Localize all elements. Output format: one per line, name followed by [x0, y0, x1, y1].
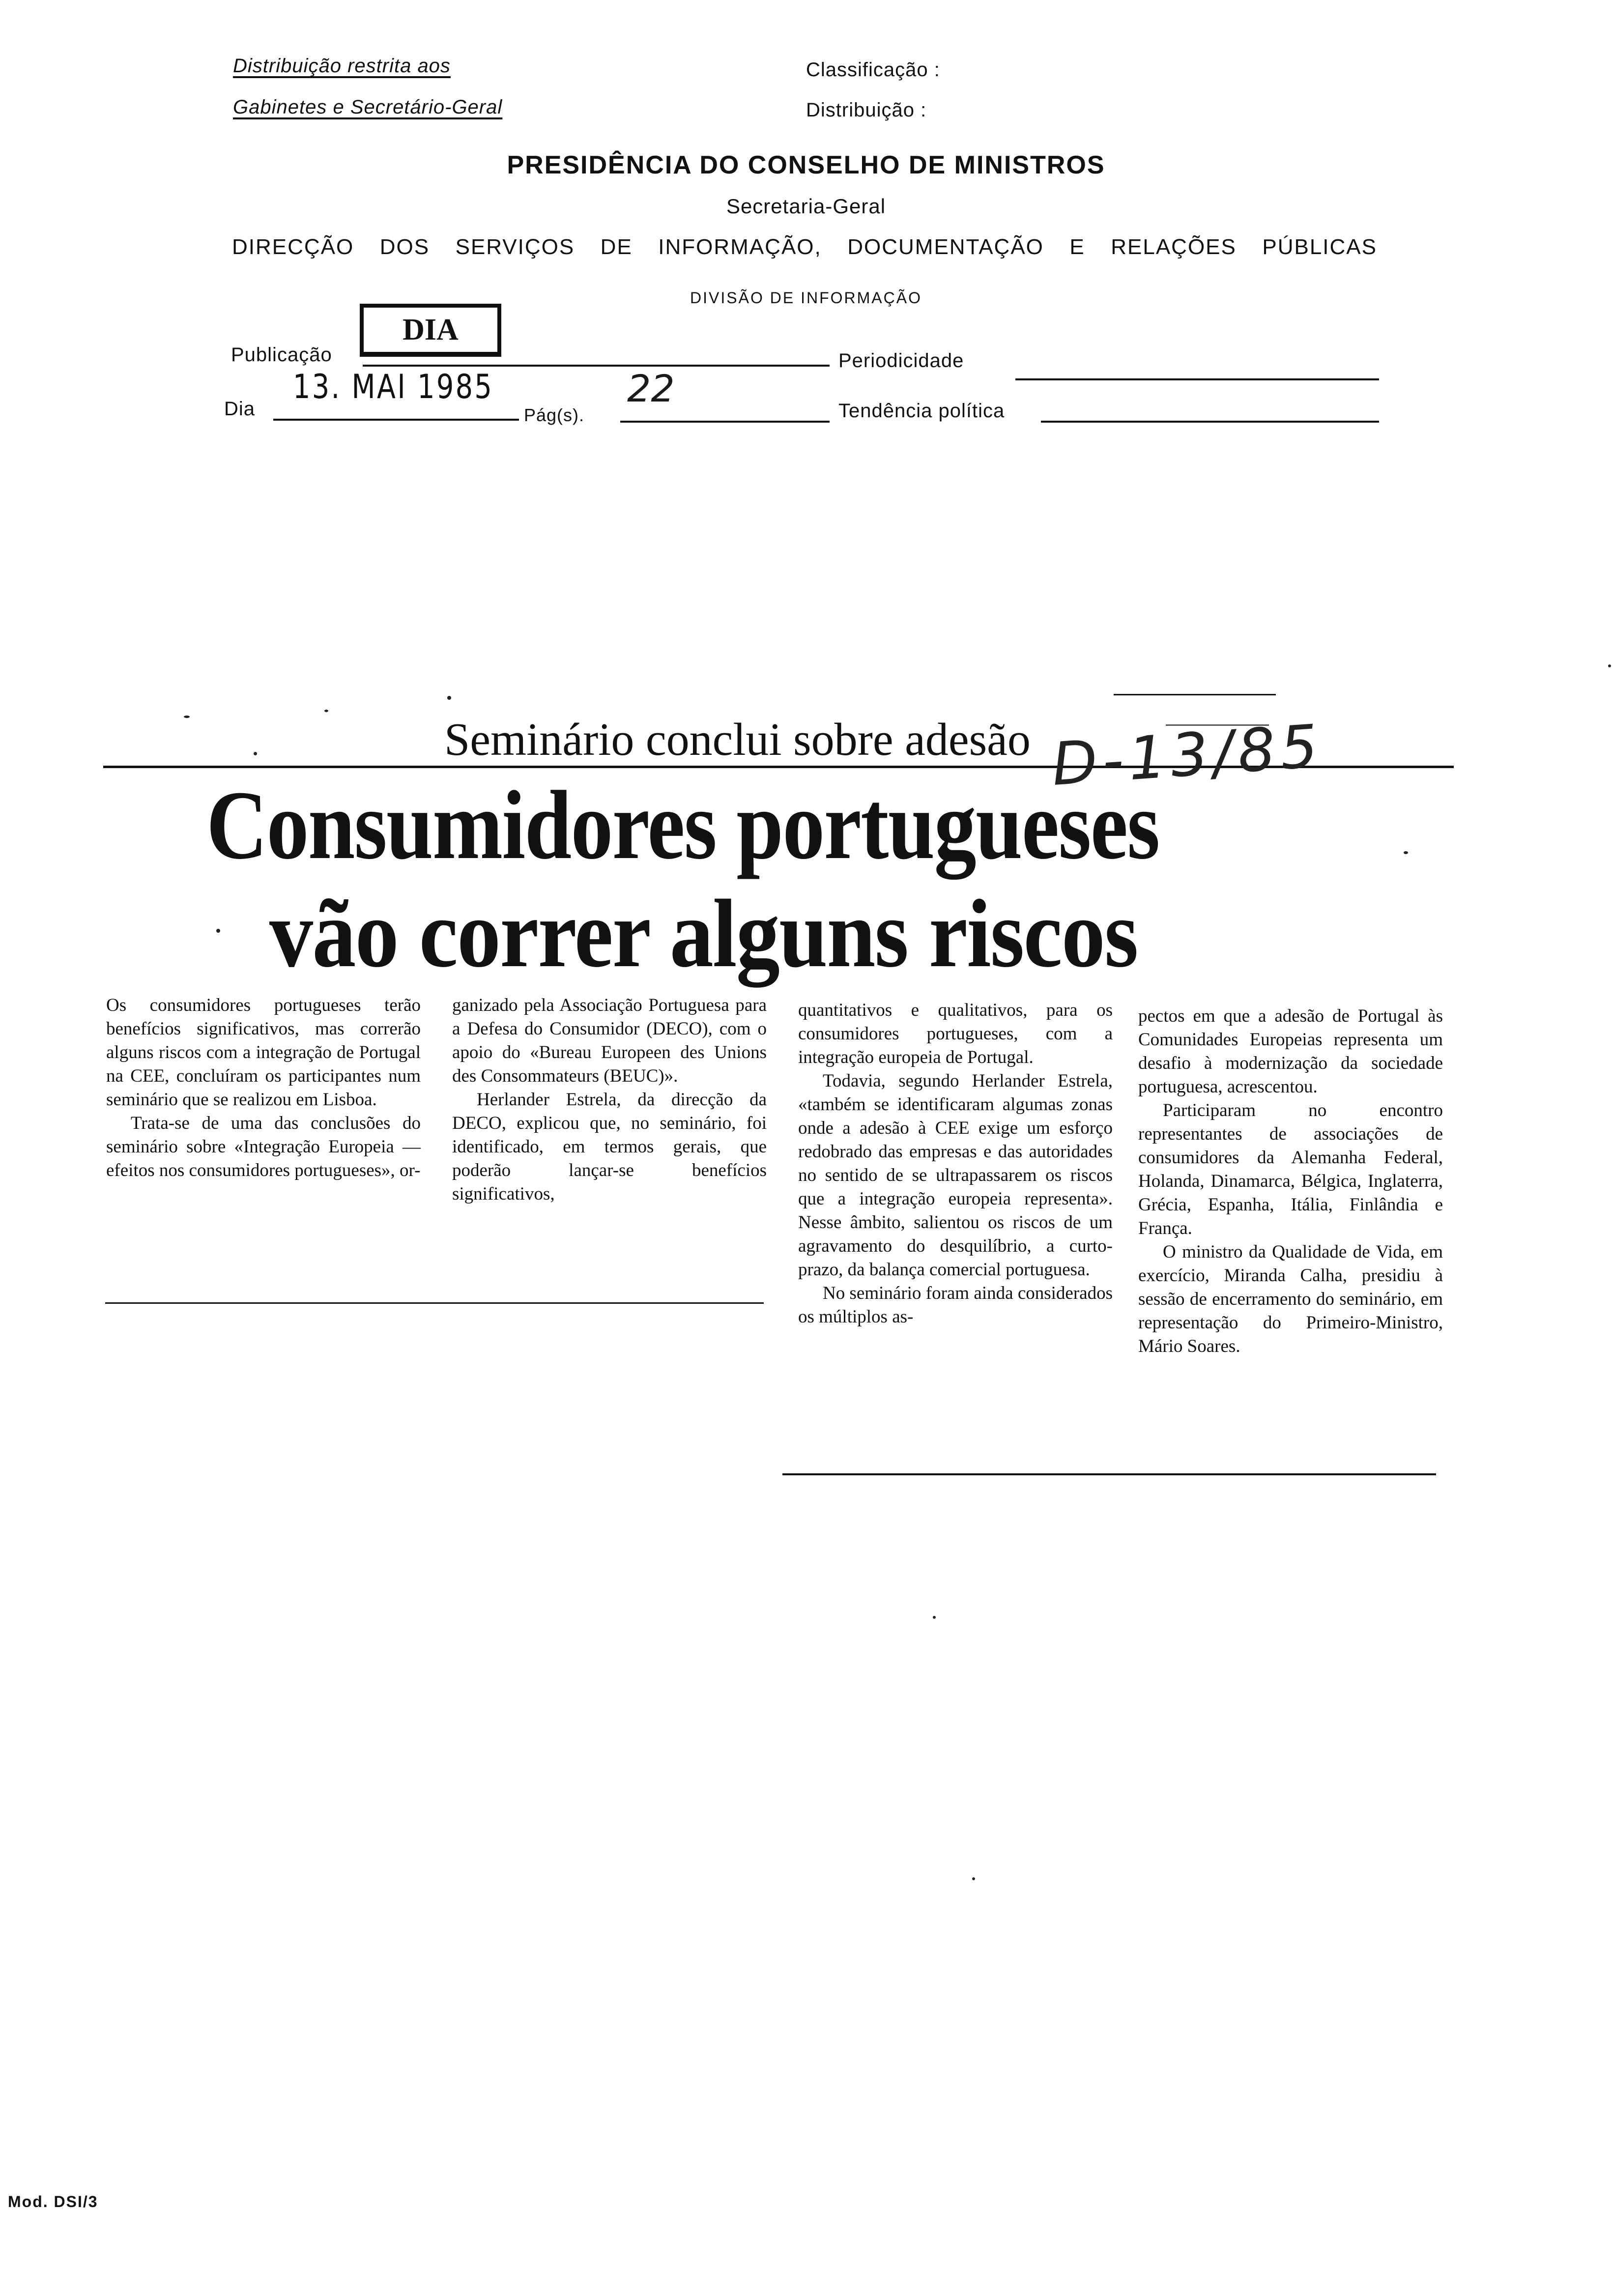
scan-speck [254, 752, 257, 755]
periodicidade-label: Periodicidade [838, 350, 964, 372]
column-end-rule [105, 1302, 764, 1304]
scan-speck [216, 929, 220, 933]
dia-label: Dia [224, 398, 256, 420]
dia-stamp: 13. MAI 1985 [293, 368, 494, 406]
form-model-code: Mod. DSI/3 [8, 2193, 98, 2210]
distribuicao-label: Distribuição : [806, 99, 927, 121]
publicacao-label: Publicação [231, 344, 332, 366]
article-paragraph: Todavia, segundo Herlander Estrela, «também se identificaram algumas zonas onde a adesão à CEE exige um esforço redobrado das empresas e das autoridades no sentido de se ultrapassarem os riscos que a integração europeia representa». Nesse âmbito, salientou os riscos de um agravamento do desquilíbrio, a curto-prazo, da balança comercial portuguesa. [798, 1071, 1113, 1280]
publicacao-stamp: DIA [360, 304, 501, 357]
tendencia-line [1041, 421, 1379, 423]
article-paragraph: No seminário foram ainda considerados os múltiplos as- [798, 1283, 1113, 1327]
institution-title: PRESIDÊNCIA DO CONSELHO DE MINISTROS [507, 151, 1105, 179]
article-column-3 [798, 999, 1113, 1329]
periodicidade-line [1015, 378, 1379, 380]
article-kicker: Seminário conclui sobre adesão [444, 714, 1031, 765]
restricted-distribution-line1: Distribuição restrita aos [233, 55, 451, 77]
top-edge-mark [1114, 694, 1276, 695]
article-paragraph: Herlander Estrela, da direcção da DECO, explicou que, no seminário, foi identificado, em termos gerais, que poderão lançar-se benefícios significativos, [452, 1090, 767, 1204]
scan-speck [972, 1877, 975, 1880]
article-headline-line2: vão correr alguns riscos [269, 880, 1138, 987]
article-paragraph: quantitativos e qualitativos, para os consumidores portugueses, com a integração europeia de Portugal. [798, 1000, 1113, 1067]
scan-speck [184, 716, 190, 718]
divisao-title: DIVISÃO DE INFORMAÇÃO [690, 289, 922, 307]
scan-speck [933, 1616, 936, 1619]
classificacao-label: Classificação : [806, 59, 940, 81]
article-paragraph: ganizado pela Associação Portuguesa para a Defesa do Consumidor (DECO), com o apoio do «Bureau Europeen des Unions des Consommateurs (BEUC)». [452, 995, 767, 1086]
article-column-2 [452, 994, 767, 1206]
pags-handwritten: 22 [627, 367, 675, 410]
clipping-bottom-rule [782, 1473, 1436, 1475]
scan-speck [324, 710, 328, 712]
article-column-1 [106, 994, 421, 1182]
dia-line [273, 419, 519, 421]
scan-speck [447, 696, 451, 700]
secretaria-title: Secretaria-Geral [726, 195, 886, 218]
publicacao-line [363, 365, 830, 367]
article-paragraph: Trata-se de uma das conclusões do seminário sobre «Integração Europeia — efeitos nos consumidores portugueses», or- [106, 1113, 421, 1180]
article-paragraph: pectos em que a adesão de Portugal às Comunidades Europeias representa um desafio à modernização da sociedade portuguesa, acrescentou. [1138, 1006, 1443, 1097]
tendencia-label: Tendência política [838, 400, 1005, 422]
article-headline-line1: Consumidores portugueses [206, 771, 1159, 880]
scan-speck [1404, 851, 1408, 854]
article-paragraph: Os consumidores portugueses terão benefícios significativos, mas correrão alguns riscos com a integração de Portugal na CEE, concluíram os participantes num seminário que se realizou em Lisboa. [106, 995, 421, 1110]
article-paragraph: O ministro da Qualidade de Vida, em exercício, Miranda Calha, presidiu à sessão de encerramento do seminário, em representação do Primeiro-Ministro, Mário Soares. [1138, 1242, 1443, 1356]
article-paragraph: Participaram no encontro representantes de associações de consumidores da Alemanha Federal, Holanda, Dinamarca, Bélgica, Inglaterra, Grécia, Espanha, Itália, Finlândia e França. [1138, 1100, 1443, 1238]
pags-label: Pág(s). [524, 405, 585, 425]
pags-line [620, 421, 830, 423]
restricted-distribution-line2: Gabinetes e Secretário-Geral [233, 96, 503, 118]
handwritten-date-note: D-13/85 [1049, 712, 1325, 800]
direccao-title: DIRECÇÃO DOS SERVIÇOS DE INFORMAÇÃO, DOCUMENTAÇÃO E RELAÇÕES PÚBLICAS [232, 235, 1377, 259]
article-column-4 [1138, 1004, 1443, 1358]
scan-speck [1608, 664, 1611, 667]
